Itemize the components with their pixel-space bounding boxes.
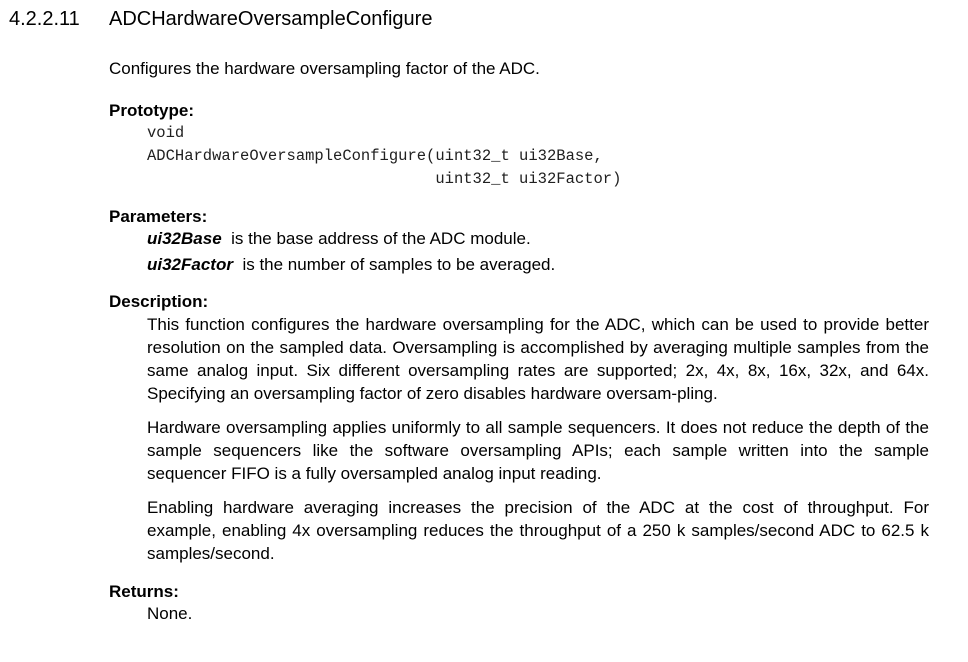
returns-section (109, 581, 929, 625)
parameters-section (109, 206, 929, 276)
returns-heading: Returns: (109, 582, 179, 601)
section-number: 4.2.2.11 (9, 8, 80, 30)
parameter-item (147, 254, 929, 276)
parameter-description: is the base address of the ADC module. (231, 229, 531, 248)
section-title: ADCHardwareOversampleConfigure (109, 8, 433, 30)
description-paragraph: Hardware oversampling applies uniformly to all sample sequencers. It does not reduce the depth of the sample sequencers like the software oversampling APIs; each sample written into the sample sequencer FIFO is a fully oversampled analog input reading. (147, 418, 929, 483)
doc-content (109, 58, 929, 625)
returns-value: None. (147, 604, 193, 623)
parameter-description: is the number of samples to be averaged. (242, 255, 556, 274)
function-summary: Configures the hardware oversampling factor of the ADC. (109, 59, 540, 78)
prototype-line: uint32_t ui32Factor) (147, 170, 622, 188)
prototype-heading: Prototype: (109, 101, 194, 120)
section-header (9, 6, 432, 32)
prototype-line: void (147, 124, 185, 142)
description-paragraph: This function configures the hardware oversampling for the ADC, which can be used to provide better resolution on the sampled data. Oversampling is accomplished by averaging multiple samples from the same analog input. Six different oversampling rates are supported; 2x, 4x, 8x, 16x, 32x, and 64x. Specifying an oversampling factor of zero disables hardware oversam-pling. (147, 315, 929, 403)
description-paragraph: Enabling hardware averaging increases the precision of the ADC at the cost of throughput. For example, enabling 4x oversampling reduces the throughput of a 250 k samples/second ADC to 62.5 k samples/second. (147, 498, 929, 563)
parameter-name: ui32Base (147, 229, 222, 248)
parameters-list (147, 228, 929, 276)
prototype-line: ADCHardwareOversampleConfigure(uint32_t ui32Base, (147, 147, 603, 165)
description-body (147, 313, 929, 565)
parameter-item (147, 228, 929, 250)
description-section (109, 291, 929, 565)
parameters-heading: Parameters: (109, 207, 208, 226)
parameter-name: ui32Factor (147, 255, 233, 274)
prototype-section (109, 100, 929, 191)
description-heading: Description: (109, 292, 209, 311)
prototype-code (147, 122, 929, 191)
